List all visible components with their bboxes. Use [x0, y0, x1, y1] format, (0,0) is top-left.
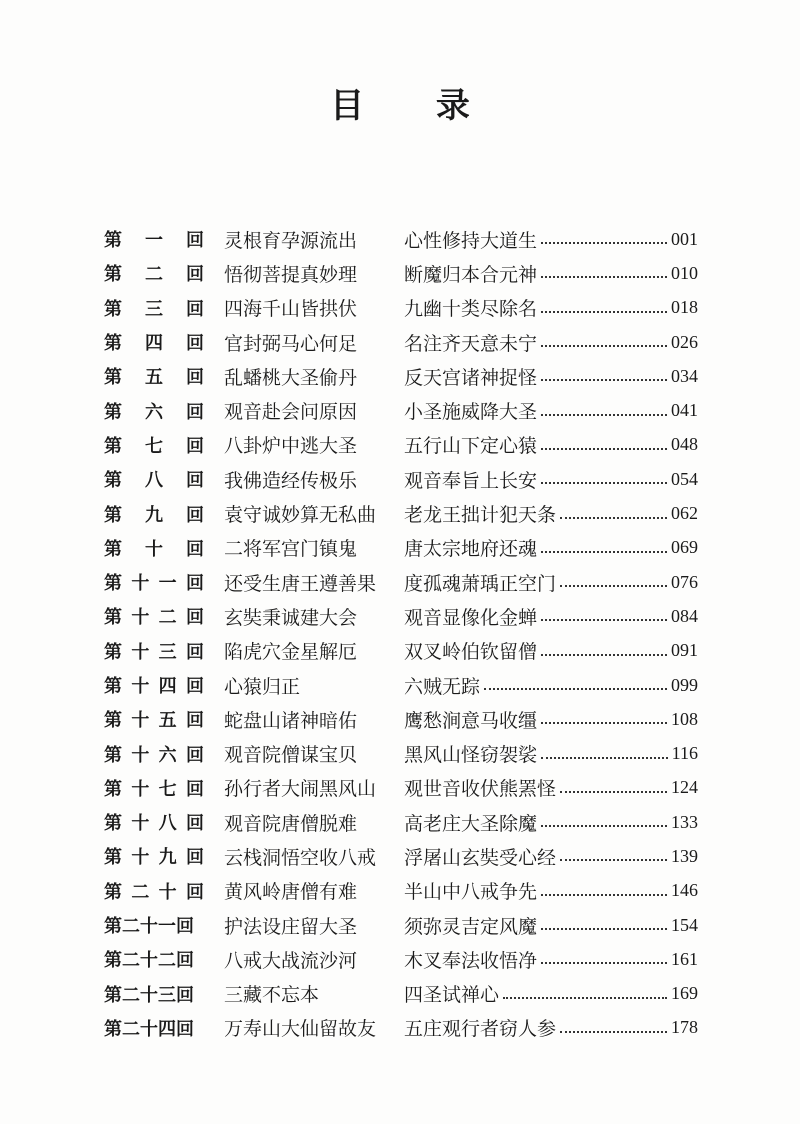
toc-entry[interactable] [104, 874, 698, 908]
chapter-title-second-line: 小圣施威降大圣 [404, 401, 538, 424]
chapter-number [104, 878, 204, 904]
chapter-char: 回 [186, 367, 204, 389]
chapter-number [104, 226, 204, 252]
chapter-char: 第 [104, 641, 122, 663]
chapter-title-second-group [404, 260, 698, 287]
chapter-char: 第 [104, 847, 122, 869]
chapter-title-second-group [404, 431, 698, 458]
chapter-char: 十 [131, 744, 150, 766]
toc-entry[interactable] [104, 736, 698, 770]
chapter-title-first-line: 心猿归正 [224, 675, 301, 698]
chapter-char: 六 [158, 744, 177, 766]
chapter-char: 二 [131, 881, 150, 903]
chapter-title-first-line: 官封弼马心何足 [224, 332, 358, 355]
dot-leader [541, 551, 667, 553]
chapter-char: 五 [145, 367, 163, 389]
page-number: 178 [671, 1017, 698, 1038]
table-of-contents [104, 222, 698, 1045]
chapter-char: 十 [131, 676, 150, 697]
page-number: 034 [671, 365, 698, 386]
chapter-char: 回 [186, 538, 204, 560]
toc-entry[interactable] [104, 1011, 698, 1045]
chapter-char: 十 [131, 813, 150, 835]
toc-entry[interactable] [104, 839, 698, 873]
chapter-number [104, 981, 204, 1007]
chapter-title-first-line: 三藏不忘本 [224, 984, 320, 1007]
chapter-char: 回 [185, 641, 204, 663]
toc-entry[interactable] [104, 359, 698, 393]
toc-entry[interactable] [104, 771, 698, 805]
chapter-title-second-group [404, 603, 698, 630]
chapter-char: 二 [158, 607, 177, 629]
chapter-title-second-group [404, 466, 698, 493]
chapter-title-second-group [404, 397, 698, 424]
chapter-char: 回 [186, 435, 204, 457]
toc-entry[interactable] [104, 634, 698, 668]
chapter-title-second-group [404, 569, 698, 596]
page-number: 048 [671, 434, 698, 455]
page-number: 001 [671, 228, 698, 249]
chapter-title-second-group [404, 226, 698, 253]
chapter-char: 七 [158, 778, 177, 800]
chapter-char: 回 [185, 813, 204, 835]
chapter-char: 十 [131, 710, 150, 732]
chapter-char: 四 [145, 333, 163, 355]
dot-leader [541, 379, 667, 381]
chapter-title-second-line: 观世音收伏熊罴怪 [404, 778, 557, 801]
toc-entry[interactable] [104, 668, 698, 702]
page-number: 076 [671, 571, 698, 592]
dot-leader [541, 242, 667, 244]
chapter-number [104, 603, 204, 629]
chapter-title-second-group [404, 672, 698, 699]
chapter-char: 回 [185, 573, 204, 595]
chapter-char: 四 [158, 676, 177, 697]
chapter-number [104, 260, 204, 286]
chapter-title-second-line: 鹰愁涧意马收缰 [404, 709, 538, 732]
chapter-char: 六 [145, 401, 163, 423]
chapter-title-second-group [404, 706, 698, 733]
chapter-char: 回 [185, 881, 204, 903]
chapter-char: 第 [104, 504, 122, 526]
chapter-title-first-line: 四海千山皆拱伏 [224, 298, 358, 321]
toc-entry[interactable] [104, 531, 698, 565]
chapter-title-second-line: 木叉奉法收悟净 [404, 949, 538, 972]
page-title: 目 录 [330, 86, 500, 126]
page-number: 116 [671, 743, 698, 764]
chapter-title-second-line: 心性修持大道生 [404, 229, 538, 252]
chapter-char: 第二十四回 [104, 1018, 194, 1040]
chapter-title-first-line: 观音赴会问原因 [224, 401, 358, 424]
chapter-title-second-group [404, 329, 698, 356]
page-number: 010 [671, 262, 698, 283]
chapter-char: 回 [185, 710, 204, 732]
chapter-char: 八 [158, 813, 177, 835]
chapter-title-second-group [404, 534, 698, 561]
dot-leader [541, 722, 667, 724]
chapter-title-first-line: 玄奘秉诚建大会 [224, 606, 358, 629]
page-number: 161 [671, 948, 698, 969]
chapter-title-second-group [404, 1014, 698, 1041]
chapter-title-second-line: 双叉岭伯钦留僧 [404, 641, 538, 664]
chapter-char: 第 [104, 401, 122, 423]
page-number: 018 [671, 297, 698, 318]
toc-entry[interactable] [104, 942, 698, 976]
chapter-char: 第 [104, 538, 122, 560]
chapter-title-first-line: 孙行者大闹黑风山 [224, 778, 377, 801]
page-number: 169 [671, 983, 698, 1004]
chapter-title-second-line: 观音奉旨上长安 [404, 469, 538, 492]
chapter-title-second-group [404, 363, 698, 390]
chapter-title-first-line: 悟彻菩提真妙理 [224, 263, 358, 286]
chapter-title-second-group [404, 843, 698, 870]
chapter-title-first-line: 万寿山大仙留故友 [224, 1018, 377, 1041]
page-number: 154 [671, 914, 698, 935]
chapter-title-second-group [404, 294, 698, 321]
chapter-title-second-line: 黑风山怪窃袈裟 [404, 744, 538, 767]
chapter-title-second-line: 五行山下定心猿 [404, 435, 538, 458]
chapter-number [104, 638, 204, 664]
chapter-char: 七 [145, 435, 163, 457]
page-number: 084 [671, 605, 698, 626]
chapter-char: 第 [104, 573, 122, 595]
chapter-title-second-line: 须弥灵吉定风魔 [404, 915, 538, 938]
chapter-char: 八 [145, 470, 163, 492]
page-number: 099 [671, 674, 698, 695]
chapter-title-first-line: 灵根育孕源流出 [224, 229, 358, 252]
chapter-char: 三 [158, 641, 177, 663]
chapter-number [104, 912, 204, 938]
chapter-title-second-line: 断魔归本合元神 [404, 263, 538, 286]
toc-entry[interactable] [104, 462, 698, 496]
chapter-title-second-group [404, 740, 698, 767]
toc-entry[interactable] [104, 325, 698, 359]
chapter-char: 第 [104, 744, 122, 766]
chapter-char: 第 [104, 435, 122, 457]
page-number: 124 [671, 777, 698, 798]
chapter-number [104, 775, 204, 801]
chapter-title-second-group [404, 500, 698, 527]
chapter-number [104, 1015, 204, 1041]
dot-leader [541, 276, 667, 278]
chapter-number [104, 398, 204, 424]
page-number: 091 [671, 640, 698, 661]
chapter-char: 第二十一回 [104, 916, 194, 938]
chapter-title-first-line: 我佛造经传极乐 [224, 469, 358, 492]
dot-leader [541, 894, 667, 896]
dot-leader [541, 928, 667, 930]
chapter-char: 第 [104, 230, 122, 252]
dot-leader [560, 517, 667, 519]
chapter-number [104, 569, 204, 595]
chapter-char: 回 [186, 333, 204, 355]
dot-leader [503, 997, 667, 999]
page-number: 139 [671, 845, 698, 866]
chapter-title-first-line: 乱蟠桃大圣偷丹 [224, 366, 358, 389]
chapter-char: 九 [158, 847, 177, 869]
chapter-char: 十 [145, 538, 163, 560]
chapter-number [104, 706, 204, 732]
chapter-title-first-line: 八戒大战流沙河 [224, 949, 358, 972]
chapter-char: 第 [104, 881, 122, 903]
chapter-title-first-line: 观音院唐僧脱难 [224, 812, 358, 835]
chapter-title-second-line: 浮屠山玄奘受心经 [404, 846, 557, 869]
chapter-title-second-line: 名注齐天意未宁 [404, 332, 538, 355]
chapter-char: 第 [104, 607, 122, 629]
chapter-title-first-line: 袁守诚妙算无私曲 [224, 504, 377, 527]
chapter-number [104, 843, 204, 869]
chapter-char: 第 [104, 778, 122, 800]
chapter-char: 第 [104, 470, 122, 492]
dot-leader [541, 962, 667, 964]
toc-entry[interactable] [104, 291, 698, 325]
dot-leader [541, 619, 667, 621]
toc-entry[interactable] [104, 393, 698, 427]
chapter-char: 十 [131, 607, 150, 629]
page-number: 062 [671, 503, 698, 524]
dot-leader [541, 482, 667, 484]
chapter-title-second-group [404, 912, 698, 939]
dot-leader [560, 791, 667, 793]
dot-leader [541, 654, 667, 656]
chapter-char: 第二十三回 [104, 984, 194, 1006]
chapter-char: 第 [104, 676, 122, 697]
chapter-title-first-line: 还受生唐王遵善果 [224, 572, 377, 595]
chapter-char: 回 [186, 401, 204, 423]
chapter-title-first-line: 陷虎穴金星解厄 [224, 641, 358, 664]
page-number: 133 [671, 811, 698, 832]
toc-entry[interactable] [104, 496, 698, 530]
chapter-title-second-line: 四圣试禅心 [404, 984, 500, 1007]
chapter-char: 回 [185, 676, 204, 697]
chapter-char: 回 [186, 298, 204, 320]
page-number: 108 [671, 708, 698, 729]
chapter-title-second-line: 六贼无踪 [404, 675, 481, 698]
chapter-char: 回 [185, 744, 204, 766]
chapter-title-second-group [404, 809, 698, 836]
dot-leader [541, 757, 668, 759]
chapter-char: 回 [186, 264, 204, 286]
chapter-title-second-group [404, 946, 698, 973]
chapter-char: 第 [104, 367, 122, 389]
dot-leader [541, 825, 667, 827]
chapter-char: 第二十二回 [104, 950, 194, 972]
chapter-char: 第 [104, 710, 122, 732]
dot-leader [560, 859, 667, 861]
chapter-char: 第 [104, 264, 122, 286]
dot-leader [484, 688, 667, 690]
chapter-number [104, 672, 204, 698]
chapter-title-first-line: 二将军宫门镇鬼 [224, 538, 358, 561]
chapter-char: 回 [185, 847, 204, 869]
toc-entry[interactable] [104, 977, 698, 1011]
chapter-char: 一 [145, 230, 163, 252]
chapter-number [104, 535, 204, 561]
chapter-char: 十 [131, 573, 150, 595]
chapter-number [104, 466, 204, 492]
page-number: 054 [671, 468, 698, 489]
chapter-title-second-group [404, 877, 698, 904]
dot-leader [560, 585, 667, 587]
chapter-char: 十 [131, 778, 150, 800]
chapter-number [104, 295, 204, 321]
chapter-char: 三 [145, 298, 163, 320]
chapter-number [104, 329, 204, 355]
chapter-title-second-line: 半山中八戒争先 [404, 881, 538, 904]
dot-leader [541, 448, 667, 450]
chapter-title-second-line: 反天宫诸神捉怪 [404, 366, 538, 389]
chapter-title-second-line: 唐太宗地府还魂 [404, 538, 538, 561]
chapter-number [104, 501, 204, 527]
chapter-char: 回 [186, 230, 204, 252]
toc-entry[interactable] [104, 565, 698, 599]
toc-entry[interactable] [104, 256, 698, 290]
chapter-char: 回 [185, 607, 204, 629]
chapter-title-first-line: 观音院僧谋宝贝 [224, 744, 358, 767]
chapter-number [104, 741, 204, 767]
dot-leader [541, 311, 667, 313]
chapter-char: 十 [131, 847, 150, 869]
chapter-number [104, 363, 204, 389]
page-number: 041 [671, 400, 698, 421]
chapter-char: 回 [185, 778, 204, 800]
toc-entry[interactable] [104, 222, 698, 256]
dot-leader [541, 414, 667, 416]
chapter-title-second-group [404, 637, 698, 664]
toc-entry[interactable] [104, 908, 698, 942]
toc-entry[interactable] [104, 428, 698, 462]
chapter-number [104, 809, 204, 835]
chapter-char: 五 [158, 710, 177, 732]
dot-leader [541, 345, 667, 347]
chapter-title-second-group [404, 774, 698, 801]
toc-entry[interactable] [104, 702, 698, 736]
chapter-char: 第 [104, 813, 122, 835]
toc-entry[interactable] [104, 599, 698, 633]
page-number: 026 [671, 331, 698, 352]
chapter-title-second-line: 老龙王拙计犯天条 [404, 504, 557, 527]
chapter-title-second-line: 度孤魂萧瑀正空门 [404, 572, 557, 595]
chapter-title-first-line: 蛇盘山诸神暗佑 [224, 709, 358, 732]
chapter-title-first-line: 八卦炉中逃大圣 [224, 435, 358, 458]
chapter-title-first-line: 护法设庄留大圣 [224, 915, 358, 938]
chapter-char: 十 [131, 641, 150, 663]
dot-leader [560, 1031, 667, 1033]
chapter-title-second-line: 高老庄大圣除魔 [404, 812, 538, 835]
page-number: 069 [671, 537, 698, 558]
chapter-title-second-line: 五庄观行者窃人参 [404, 1018, 557, 1041]
chapter-title-second-line: 九幽十类尽除名 [404, 298, 538, 321]
chapter-char: 回 [186, 504, 204, 526]
chapter-title-first-line: 云栈洞悟空收八戒 [224, 846, 377, 869]
chapter-title-second-group [404, 980, 698, 1007]
toc-entry[interactable] [104, 805, 698, 839]
chapter-number [104, 432, 204, 458]
chapter-title-second-line: 观音显像化金蝉 [404, 606, 538, 629]
chapter-char: 一 [158, 573, 177, 595]
chapter-char: 第 [104, 333, 122, 355]
chapter-number [104, 946, 204, 972]
chapter-char: 回 [186, 470, 204, 492]
chapter-char: 第 [104, 298, 122, 320]
page-number: 146 [671, 880, 698, 901]
chapter-char: 十 [158, 881, 177, 903]
chapter-title-first-line: 黄风岭唐僧有难 [224, 881, 358, 904]
chapter-char: 九 [145, 504, 163, 526]
chapter-char: 二 [145, 264, 163, 286]
